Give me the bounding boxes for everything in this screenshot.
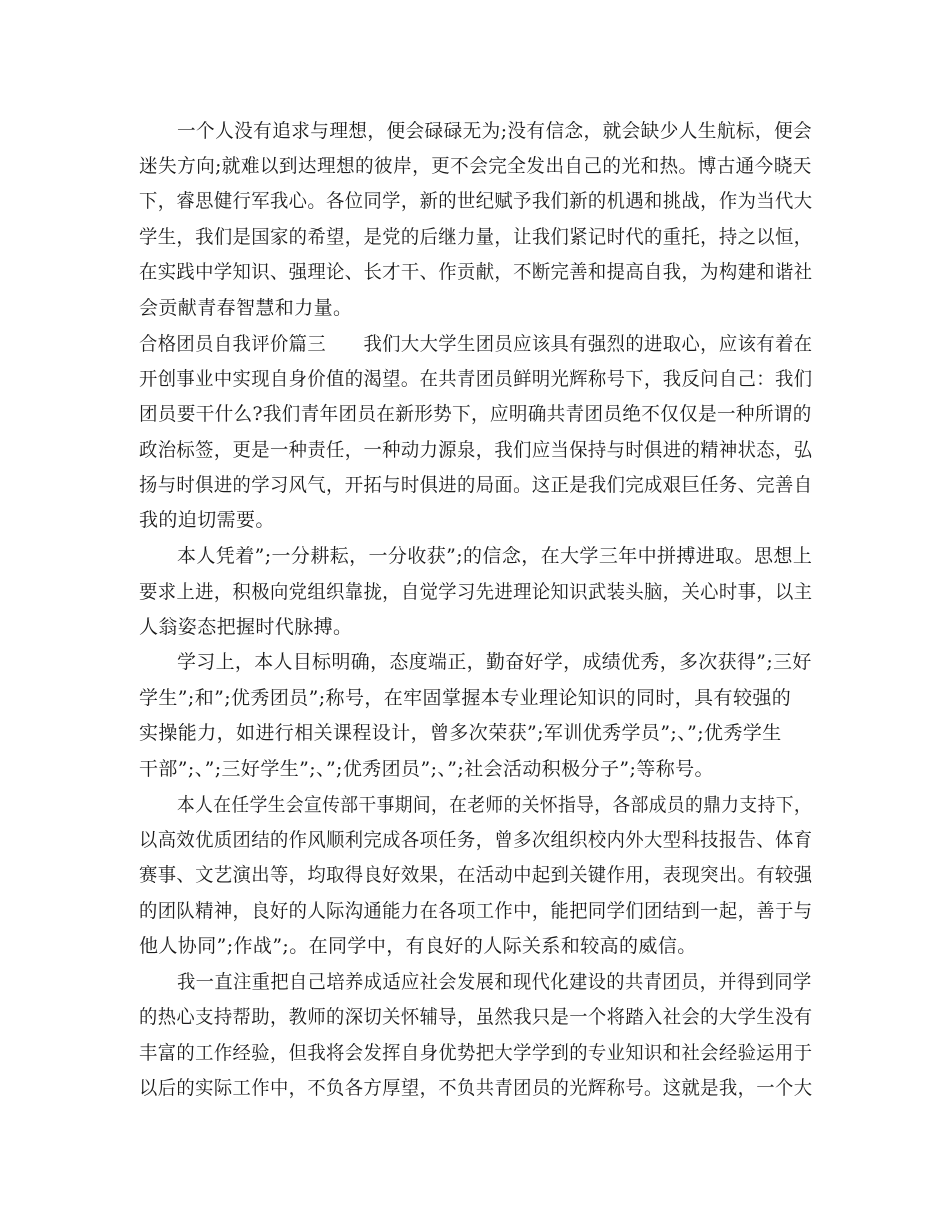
text-line: 丰富的工作经验，但我将会发挥自身优势把大学学到的专业知识和社会经验运用于 — [139, 1042, 813, 1064]
text-line: 学习上，本人目标明确，态度端正，勤奋好学，成绩优秀，多次获得”;三好 — [177, 651, 812, 673]
section-heading-line: 合格团员自我评价篇三 我们大大学生团员应该具有强烈的进取心，应该有着在 — [139, 333, 813, 355]
text-line: 一个人没有追求与理想，便会碌碌无为;没有信念，就会缺少人生航标，便会 — [177, 120, 813, 142]
text-line: 本人凭着”;一分耕耘，一分收获”;的信念，在大学三年中拼搏进取。思想上 — [177, 545, 813, 567]
text-line: 学生，我们是国家的希望，是党的后继力量，让我们紧记时代的重托，持之以恒， — [139, 226, 813, 248]
text-line: 的团队精神，良好的人际沟通能力在各项工作中，能把同学们团结到一起，善于与 — [139, 900, 813, 922]
text-line: 我一直注重把自己培养成适应社会发展和现代化建设的共青团员，并得到同学 — [177, 971, 812, 993]
text-line: 扬与时俱进的学习风气，开拓与时俱进的局面。这正是我们完成艰巨任务、完善自 — [139, 474, 813, 496]
text-line: 学生”;和”;优秀团员”;称号，在牢固掌握本专业理论知识的同时，具有较强的 — [139, 687, 792, 709]
text-line: 赛事、文艺演出等，均取得良好效果，在活动中起到关键作用，表现突出。有较强 — [139, 864, 813, 886]
text-line: 会贡献青春智慧和力量。 — [139, 297, 353, 319]
text-line: 人翁姿态把握时代脉搏。 — [139, 616, 353, 638]
text-line: 以后的实际工作中，不负各方厚望，不负共青团员的光辉称号。这就是我，一个大 — [139, 1077, 813, 1099]
text-line: 开创事业中实现自身价值的渴望。在共青团员鲜明光辉称号下，我反问自己：我们 — [139, 368, 813, 390]
text-line: 本人在任学生会宣传部干事期间，在老师的关怀指导，各部成员的鼎力支持下， — [177, 794, 813, 816]
text-line: 我的迫切需要。 — [139, 509, 275, 531]
text-line: 实操能力，如进行相关课程设计，曾多次荣获”;军训优秀学员”;、”;优秀学生 — [139, 722, 782, 744]
text-line: 他人协同”;作战”;。在同学中，有良好的人际关系和较高的威信。 — [139, 935, 697, 957]
text-line: 团员要干什么?我们青年团员在新形势下，应明确共青团员绝不仅仅是一种所谓的 — [139, 403, 812, 425]
text-line: 要求上进，积极向党组织靠拢，自觉学习先进理论知识武装头脑，关心时事，以主 — [139, 581, 813, 603]
text-line: 的热心支持帮助，教师的深切关怀辅导，虽然我只是一个将踏入社会的大学生没有 — [139, 1006, 813, 1028]
text-line: 在实践中学知识、强理论、长才干、作贡献，不断完善和提高自我，为构建和谐社 — [139, 261, 813, 283]
text-line: 政治标签，更是一种责任，一种动力源泉，我们应当保持与时俱进的精神状态，弘 — [139, 439, 813, 461]
text-line: 迷失方向;就难以到达理想的彼岸，更不会完全发出自己的光和热。博古通今晓天 — [139, 155, 812, 177]
text-line: 干部”;、”;三好学生”;、”;优秀团员”;、”;社会活动积极分子”;等称号。 — [139, 758, 714, 780]
text-line: 下，睿思健行军我心。各位同学，新的世纪赋予我们新的机遇和挑战，作为当代大 — [139, 190, 813, 212]
text-line: 以高效优质团结的作风顺利完成各项任务，曾多次组织校内外大型科技报告、体育 — [139, 829, 813, 851]
